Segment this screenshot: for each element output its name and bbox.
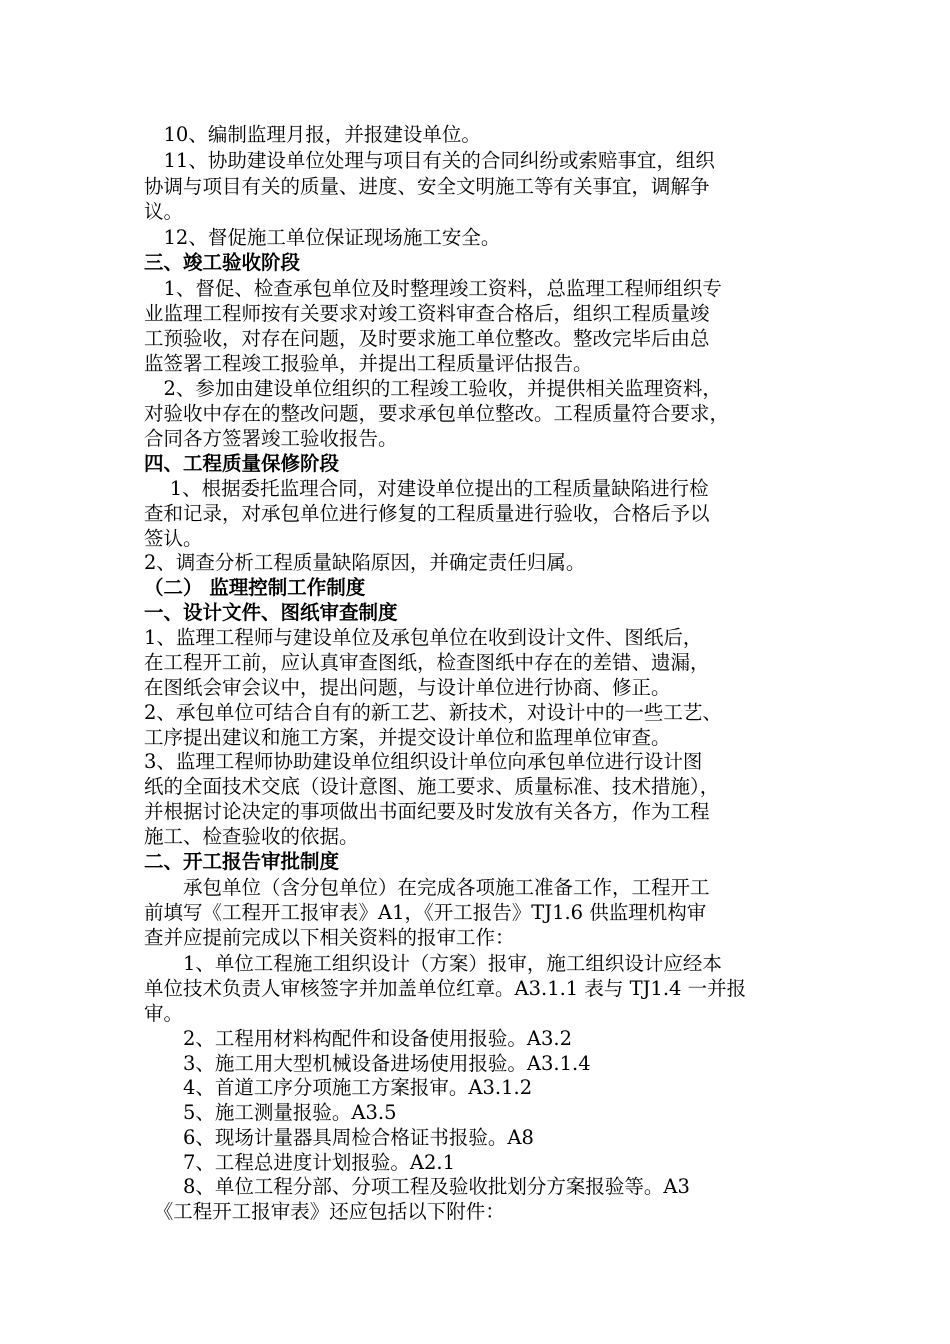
text-line: 协调与项目有关的质量、进度、安全文明施工等有关事宜，调解争 (144, 175, 710, 198)
text-line: 2、承包单位可结合自有的新工艺、新技术，对设计中的一些工艺、 (144, 701, 722, 724)
text-line: 工序提出建议和施工方案，并提交设计单位和监理单位审查。 (144, 726, 671, 749)
text-line: 1、监理工程师与建设单位及承包单位在收到设计文件、图纸后， (144, 626, 703, 649)
section-heading: 四、工程质量保修阶段 (144, 452, 340, 475)
section-heading: 三、竣工验收阶段 (144, 251, 301, 274)
text-line: 在工程开工前，应认真审查图纸，检查图纸中存在的差错、遗漏， (144, 651, 710, 674)
text-line: 2、工程用材料构配件和设备使用报验。A3.2 (144, 1027, 573, 1050)
text-line: 1、督促、检查承包单位及时整理竣工资料，总监理工程师组织专 (144, 277, 722, 300)
text-line: 3、监理工程师协助建设单位组织设计单位向承包单位进行设计图 (144, 750, 703, 773)
text-line: 12、督促施工单位保证现场施工安全。 (144, 226, 501, 249)
text-line: 合同各方签署竣工验收报告。 (144, 427, 398, 450)
section-heading: （二） 监理控制工作制度 (144, 576, 366, 599)
text-line: 10、编制监理月报，并报建设单位。 (144, 123, 481, 146)
text-line: 3、施工用大型机械设备进场使用报验。A3.1.4 (144, 1052, 591, 1075)
text-line: 2、调查分析工程质量缺陷原因，并确定责任归属。 (144, 551, 586, 574)
text-line: 2、参加由建设单位组织的工程竣工验收，并提供相关监理资料， (144, 377, 722, 400)
text-line: 监签署工程竣工报验单，并提出工程质量评估报告。 (144, 352, 593, 375)
section-heading: 一、设计文件、图纸审查制度 (144, 601, 398, 624)
text-line: 承包单位（含分包单位）在完成各项施工准备工作，工程开工 (144, 876, 710, 899)
text-line: 纸的全面技术交底（设计意图、施工要求、质量标准、技术措施）， (144, 775, 720, 798)
text-line: 《工程开工报审表》还应包括以下附件： (144, 1200, 505, 1223)
text-line: 11、协助建设单位处理与项目有关的合同纠纷或索赔事宜，组织 (144, 149, 715, 172)
text-line: 签认。 (144, 527, 203, 550)
text-line: 查和记录，对承包单位进行修复的工程质量进行验收，合格后予以 (144, 502, 710, 525)
section-heading: 二、开工报告审批制度 (144, 850, 340, 873)
text-line: 议。 (144, 200, 184, 223)
text-line: 对验收中存在的整改问题，要求承包单位整改。工程质量符合要求， (144, 402, 730, 425)
text-line: 4、首道工序分项施工方案报审。A3.1.2 (144, 1076, 533, 1099)
text-line: 前填写《工程开工报审表》A1，《开工报告》TJ1.6 供监理机构审 (144, 901, 707, 924)
text-line: 单位技术负责人审核签字并加盖单位红章。A3.1.1 表与 TJ1.4 一并报 (144, 977, 747, 1000)
text-line: 施工、检查验收的依据。 (144, 825, 359, 848)
text-line: 1、根据委托监理合同，对建设单位提出的工程质量缺陷进行检 (144, 477, 709, 500)
text-line: 并根据讨论决定的事项做出书面纪要及时发放有关各方，作为工程 (144, 800, 710, 823)
text-line: 5、施工测量报验。A3.5 (144, 1101, 397, 1124)
text-line: 6、现场计量器具周检合格证书报验。A8 (144, 1126, 534, 1149)
text-line: 8、单位工程分部、分项工程及验收批划分方案报验等。A3 (144, 1175, 690, 1198)
text-line: 业监理工程师按有关要求对竣工资料审查合格后，组织工程质量竣 (144, 302, 710, 325)
text-line: 7、工程总进度计划报验。A2.1 (144, 1151, 456, 1174)
text-line: 在图纸会审会议中，提出问题，与设计单位进行协商、修正。 (144, 676, 671, 699)
text-line: 工预验收，对存在问题，及时要求施工单位整改。整改完毕后由总 (144, 327, 710, 350)
text-line: 审。 (144, 1002, 184, 1025)
text-line: 查并应提前完成以下相关资料的报审工作： (144, 926, 515, 949)
text-line: 1、单位工程施工组织设计（方案）报审，施工组织设计应经本 (144, 952, 722, 975)
